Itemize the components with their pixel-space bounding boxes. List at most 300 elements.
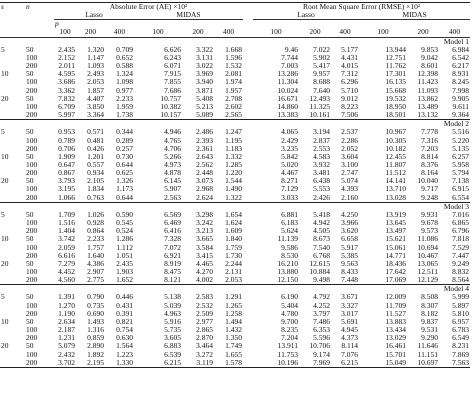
table-row — [0, 310, 470, 318]
cell-value: 9.905 — [452, 94, 470, 103]
cell-value: 0.790 — [87, 293, 104, 302]
header-row-p-label — [0, 20, 470, 29]
cell-s — [0, 268, 24, 276]
cell-s: 10 — [1, 152, 9, 161]
cell-s: 20 — [1, 342, 9, 351]
cell-s — [0, 111, 24, 120]
cell-value: 13.065 — [417, 259, 439, 268]
cell-value: 1.432 — [225, 326, 243, 335]
cell-value: 2.532 — [196, 301, 213, 310]
model-label-row — [0, 285, 470, 294]
cell-value: 7.998 — [452, 86, 470, 95]
cell-value: 10.161 — [309, 111, 331, 120]
cell-value: 8.182 — [421, 309, 439, 318]
table-row — [0, 111, 470, 120]
cell-value: 5.135 — [452, 144, 470, 153]
cell-value: 9.249 — [452, 259, 470, 268]
table-row — [0, 103, 470, 111]
cell-value: 7.506 — [341, 111, 359, 120]
cell-value: 13.919 — [385, 210, 407, 219]
cell-n: 200 — [26, 144, 38, 153]
cell-value: 4.792 — [313, 293, 331, 302]
cell-value: 2.870 — [196, 334, 213, 343]
cell-value: 1.909 — [58, 152, 75, 161]
cell-value: 2.602 — [225, 102, 243, 111]
cell-value: 6.554 — [452, 193, 470, 202]
cell-n: 50 — [26, 293, 34, 302]
cell-value: 2.195 — [76, 359, 105, 368]
cell-value: 1.190 — [58, 309, 75, 318]
cell-s — [0, 194, 24, 203]
cell-value: 8.121 — [164, 276, 181, 285]
cell-value: 6.243 — [164, 53, 181, 62]
cell-value: 9.174 — [313, 350, 331, 359]
cell-value: 13.944 — [385, 45, 407, 54]
cell-value: 10.697 — [407, 359, 439, 368]
cell-value: 7.869 — [452, 350, 470, 359]
cell-value: 2.583 — [196, 293, 213, 302]
cell-value: 0.953 — [58, 128, 75, 137]
cell-value: 3.213 — [196, 227, 213, 236]
model-label: Model 1 — [443, 37, 470, 46]
cell-value: 15.668 — [385, 86, 407, 95]
cell-value: 1.332 — [225, 152, 243, 161]
cell-value: 2.493 — [87, 70, 104, 79]
cell-value: 1.730 — [225, 251, 243, 260]
cell-value: 1.098 — [116, 78, 133, 87]
cell-value: 5.810 — [452, 309, 470, 318]
cell-value: 0.789 — [58, 136, 75, 145]
cell-value: 3.194 — [313, 128, 331, 137]
cell-n: 50 — [26, 177, 34, 186]
cell-value: 2.890 — [87, 342, 104, 351]
table-row — [0, 145, 470, 153]
cell-value: 1.404 — [58, 227, 75, 236]
table-row — [0, 95, 470, 103]
cell-value: 6.183 — [281, 219, 299, 228]
table-row — [0, 128, 470, 136]
cell-value: 0.821 — [116, 317, 133, 326]
cell-value: 4.270 — [196, 268, 213, 276]
cell-value: 3.364 — [87, 111, 104, 120]
cell-value: 2.426 — [313, 193, 331, 202]
cell-value: 10.024 — [277, 86, 299, 95]
cell-value: 12.493 — [309, 94, 331, 103]
cell-value: 8.235 — [281, 326, 299, 335]
cell-s — [0, 310, 24, 318]
cell-s — [0, 351, 24, 359]
cell-value: 7.447 — [452, 251, 470, 260]
cell-value: 0.590 — [116, 210, 133, 219]
cell-n: 100 — [26, 136, 38, 145]
cell-value: 2.081 — [225, 70, 243, 79]
cell-value: 1.892 — [87, 350, 104, 359]
cell-value: 6.353 — [313, 326, 331, 335]
cell-value: 1.286 — [116, 235, 133, 244]
cell-value: 4.002 — [196, 276, 213, 285]
cell-n: 200 — [26, 193, 38, 202]
cell-value: 7.529 — [452, 243, 470, 252]
cell-value: 0.644 — [116, 193, 133, 202]
cell-n: 100 — [26, 243, 38, 252]
cell-value: 1.959 — [116, 102, 133, 111]
cell-value: 1.391 — [58, 293, 75, 302]
cell-value: 1.652 — [116, 276, 133, 285]
cell-n: 100 — [26, 326, 38, 335]
table-row — [0, 302, 470, 310]
cell-value: 6.542 — [452, 53, 470, 62]
cell-value: 12.150 — [277, 276, 299, 285]
cell-value: 3.073 — [196, 177, 213, 186]
cell-n: 200 — [26, 251, 38, 260]
cell-value: 1.223 — [116, 350, 133, 359]
p-value-header: 200 — [299, 28, 331, 37]
cell-value: 5.999 — [452, 293, 470, 302]
cell-value: 11.325 — [309, 102, 331, 111]
cell-value: 4.780 — [281, 309, 299, 318]
cell-value: 17.069 — [385, 276, 407, 285]
cell-value: 11.807 — [385, 160, 407, 169]
cell-value: 9.586 — [281, 243, 299, 252]
cell-s: 10 — [1, 317, 9, 326]
cell-value: 1.201 — [87, 152, 104, 161]
cell-value: 10.040 — [417, 177, 439, 186]
cell-s — [0, 276, 24, 285]
cell-value: 6.883 — [164, 342, 181, 351]
cell-value: 3.969 — [196, 70, 213, 79]
cell-n: 100 — [26, 102, 38, 111]
cell-value: 0.706 — [58, 144, 75, 153]
cell-value: 9.837 — [421, 317, 439, 326]
cell-value: 7.486 — [313, 317, 331, 326]
cell-value: 7.003 — [281, 62, 299, 71]
cell-value: 9.931 — [421, 210, 439, 219]
cell-value: 1.324 — [116, 70, 133, 79]
results-table — [0, 2, 470, 368]
cell-value: 6.215 — [134, 359, 182, 368]
cell-value: 13.497 — [385, 227, 407, 236]
p-value-header: 100 — [134, 28, 182, 37]
table-row — [0, 318, 470, 326]
cell-value: 11.139 — [277, 235, 299, 244]
cell-value: 16.210 — [277, 259, 299, 268]
cell-value: 2.393 — [196, 136, 213, 145]
cell-value: 6.257 — [452, 152, 470, 161]
p-value-header: 100 — [54, 28, 76, 37]
cell-value: 2.435 — [58, 45, 75, 54]
cell-value: 4.963 — [164, 309, 181, 318]
cell-value: 5.691 — [341, 317, 359, 326]
cell-value: 1.093 — [87, 62, 104, 71]
cell-n: 100 — [26, 160, 38, 169]
cell-value: 2.233 — [116, 94, 133, 103]
table-row — [0, 46, 470, 54]
cell-value: 15.621 — [385, 235, 407, 244]
header-ae-midas: MIDAS — [134, 11, 243, 20]
cell-value: 3.871 — [196, 86, 213, 95]
cell-value: 6.626 — [164, 45, 181, 54]
cell-value: 2.747 — [341, 169, 359, 178]
cell-value: 5.553 — [313, 185, 331, 194]
cell-value: 2.286 — [341, 136, 359, 145]
cell-s: 10 — [1, 235, 9, 244]
cell-value: 13.286 — [277, 70, 299, 79]
cell-value: 2.053 — [87, 78, 104, 87]
cell-value: 3.702 — [54, 359, 76, 368]
cell-n: 200 — [26, 62, 38, 71]
cell-value: 4.946 — [164, 128, 181, 137]
cell-value: 11.093 — [417, 86, 439, 95]
cell-value: 1.147 — [87, 53, 104, 62]
table-row — [0, 177, 470, 185]
cell-value: 3.119 — [182, 359, 214, 368]
cell-value: 12.511 — [417, 268, 439, 276]
cell-value: 4.393 — [341, 185, 359, 194]
cell-value: 9.498 — [313, 276, 331, 285]
cell-value: 15.701 — [385, 350, 407, 359]
cell-s — [0, 302, 24, 310]
cell-value: 1.516 — [58, 219, 75, 228]
cell-value: 10.757 — [160, 94, 181, 103]
table-row — [0, 260, 470, 268]
cell-value: 6.921 — [164, 251, 181, 260]
cell-value: 1.326 — [116, 177, 133, 186]
cell-s: 20 — [1, 94, 9, 103]
cell-value: 2.435 — [116, 259, 133, 268]
cell-value: 10.694 — [417, 243, 439, 252]
table-row — [0, 342, 470, 350]
cell-value: 8.114 — [341, 342, 359, 351]
cell-value: 2.563 — [164, 193, 181, 202]
cell-value: 3.850 — [87, 102, 104, 111]
cell-value: 0.763 — [87, 193, 104, 202]
cell-value: 3.242 — [196, 219, 213, 228]
cell-value: 6.539 — [164, 350, 181, 359]
cell-n: 50 — [26, 235, 34, 244]
cell-value: 9.364 — [452, 111, 470, 120]
cell-s — [0, 359, 24, 368]
cell-value: 1.609 — [225, 227, 243, 236]
cell-value: 3.298 — [196, 210, 213, 219]
cell-value: 16.135 — [385, 78, 407, 87]
cell-value: 7.129 — [281, 185, 299, 194]
cell-value: 3.272 — [196, 350, 213, 359]
cell-value: 11.512 — [385, 169, 407, 178]
cell-value: 1.493 — [87, 317, 104, 326]
cell-value: 3.932 — [313, 160, 331, 169]
cell-n: 200 — [26, 111, 38, 120]
cell-value: 1.247 — [225, 128, 243, 137]
cell-value: 7.203 — [421, 144, 439, 153]
cell-value: 1.265 — [225, 301, 243, 310]
cell-n: 100 — [26, 185, 38, 194]
cell-value: 5.794 — [452, 169, 470, 178]
cell-value: 2.553 — [313, 144, 331, 153]
cell-value: 13.862 — [417, 94, 439, 103]
cell-value: 1.350 — [225, 334, 243, 343]
cell-value: 2.968 — [196, 185, 213, 194]
table-row — [0, 359, 470, 368]
cell-value: 4.015 — [341, 62, 359, 71]
cell-value: 1.749 — [225, 342, 243, 351]
cell-value: 1.112 — [116, 243, 133, 252]
p-value-header: 100 — [359, 28, 407, 37]
header-s: s — [0, 3, 24, 12]
cell-value: 8.164 — [421, 169, 439, 178]
model-label-row — [0, 37, 470, 46]
cell-s — [0, 334, 24, 342]
cell-value: 1.316 — [87, 326, 104, 335]
cell-s — [0, 161, 24, 169]
cell-value: 11.762 — [385, 62, 407, 71]
cell-value: 7.204 — [281, 334, 299, 343]
cell-value: 7.640 — [313, 86, 331, 95]
cell-value: 3.131 — [196, 53, 213, 62]
cell-value: 2.361 — [196, 144, 213, 153]
cell-value: 3.362 — [58, 86, 75, 95]
cell-value: 7.022 — [313, 45, 331, 54]
cell-value: 18.436 — [385, 259, 407, 268]
cell-value: 8.508 — [421, 293, 439, 302]
cell-value: 11.151 — [417, 350, 439, 359]
cell-value: 3.415 — [196, 251, 213, 260]
cell-value: 0.690 — [87, 309, 104, 318]
cell-value: 3.195 — [58, 185, 75, 194]
cell-value: 6.217 — [452, 62, 470, 71]
cell-value: 0.934 — [87, 169, 104, 178]
cell-value: 7.279 — [58, 259, 75, 268]
cell-value: 14.141 — [385, 177, 407, 186]
table-row — [0, 334, 470, 342]
cell-value: 8.832 — [452, 268, 470, 276]
cell-value: 2.131 — [225, 268, 243, 276]
cell-value: 6.549 — [452, 334, 470, 343]
cell-value: 17.642 — [385, 268, 407, 276]
cell-value: 9.717 — [421, 185, 439, 194]
cell-value: 2.562 — [196, 160, 213, 169]
cell-s: 5 — [1, 210, 5, 219]
cell-value: 4.706 — [164, 144, 181, 153]
model-label-row — [0, 120, 470, 129]
cell-value: 2.775 — [87, 276, 104, 285]
cell-value: 13.880 — [277, 268, 299, 276]
cell-value: 3.481 — [313, 169, 331, 178]
cell-value: 2.643 — [196, 152, 213, 161]
cell-value: 3.605 — [164, 334, 181, 343]
cell-value: 1.532 — [225, 62, 243, 71]
cell-value: 2.053 — [225, 276, 243, 285]
cell-value: 6.296 — [341, 78, 359, 87]
cell-value: 6.768 — [313, 251, 331, 260]
cell-value: 6.569 — [164, 210, 181, 219]
cell-value: 18.950 — [385, 102, 407, 111]
cell-n: 100 — [26, 301, 38, 310]
cell-s — [0, 103, 24, 111]
cell-value: 13.911 — [277, 342, 299, 351]
cell-value: 0.652 — [116, 53, 133, 62]
table-body — [0, 3, 470, 368]
cell-value: 0.630 — [116, 334, 133, 343]
cell-n: 200 — [26, 276, 38, 285]
cell-value: 2.634 — [58, 317, 75, 326]
cell-value: 8.688 — [313, 78, 331, 87]
cell-value: 6.616 — [58, 251, 75, 260]
cell-value: 4.465 — [196, 259, 213, 268]
cell-value: 5.039 — [164, 301, 181, 310]
cell-value: 5.074 — [341, 177, 359, 186]
cell-value: 5.220 — [452, 136, 470, 145]
cell-value: 11.304 — [277, 78, 299, 87]
cell-s — [0, 62, 24, 70]
cell-s — [0, 185, 24, 193]
cell-value: 0.431 — [116, 301, 133, 310]
cell-value: 3.022 — [196, 62, 213, 71]
model-label-row — [0, 202, 470, 211]
cell-value: 3.966 — [341, 219, 359, 228]
cell-value: 7.316 — [421, 136, 439, 145]
cell-value: 11.646 — [417, 342, 439, 351]
cell-value: 15.049 — [359, 359, 407, 368]
cell-value: 7.818 — [452, 235, 470, 244]
cell-value: 7.076 — [341, 350, 359, 359]
cell-value: 0.344 — [116, 128, 133, 137]
cell-value: 0.588 — [116, 62, 133, 71]
cell-value: 3.665 — [196, 235, 213, 244]
cell-n: 100 — [26, 78, 38, 87]
cell-value: 1.195 — [225, 136, 243, 145]
header-n: n — [24, 3, 54, 12]
cell-value: 4.595 — [58, 70, 75, 79]
cell-value: 2.624 — [196, 193, 213, 202]
cell-value: 1.840 — [225, 235, 243, 244]
cell-value: 13.383 — [277, 111, 299, 120]
cell-value: 0.709 — [116, 45, 133, 54]
cell-value: 7.778 — [421, 128, 439, 137]
cell-value: 2.486 — [196, 128, 213, 137]
cell-value: 2.977 — [196, 317, 213, 326]
cell-n: 50 — [26, 70, 34, 79]
cell-value: 6.658 — [341, 235, 359, 244]
cell-value: 3.017 — [341, 309, 359, 318]
cell-value: 2.233 — [87, 235, 104, 244]
cell-value: 0.859 — [87, 334, 104, 343]
cell-value: 1.330 — [105, 359, 134, 368]
cell-value: 5.842 — [281, 152, 299, 161]
p-value-header: 400 — [331, 28, 359, 37]
cell-value: 1.026 — [87, 210, 104, 219]
cell-n: 50 — [26, 152, 34, 161]
cell-value: 2.429 — [281, 136, 299, 145]
cell-value: 7.855 — [164, 78, 181, 87]
cell-value: 4.431 — [341, 53, 359, 62]
cell-value: 6.796 — [452, 227, 470, 236]
cell-value: 8.530 — [281, 251, 299, 260]
cell-value: 17.301 — [385, 70, 407, 79]
cell-value: 9.678 — [421, 219, 439, 228]
cell-value: 10.157 — [160, 111, 181, 120]
header-rmse-midas: MIDAS — [359, 11, 470, 20]
cell-value: 5.516 — [452, 128, 470, 137]
cell-value: 2.152 — [58, 53, 75, 62]
cell-value: 5.418 — [313, 210, 331, 219]
cell-value: 1.596 — [225, 53, 243, 62]
cell-value: 2.537 — [341, 128, 359, 137]
cell-value: 5.735 — [164, 326, 181, 335]
header-row-p-values — [0, 28, 470, 37]
cell-n: 200 — [26, 309, 38, 318]
cell-value: 9.573 — [421, 227, 439, 236]
cell-s: 20 — [1, 177, 9, 186]
